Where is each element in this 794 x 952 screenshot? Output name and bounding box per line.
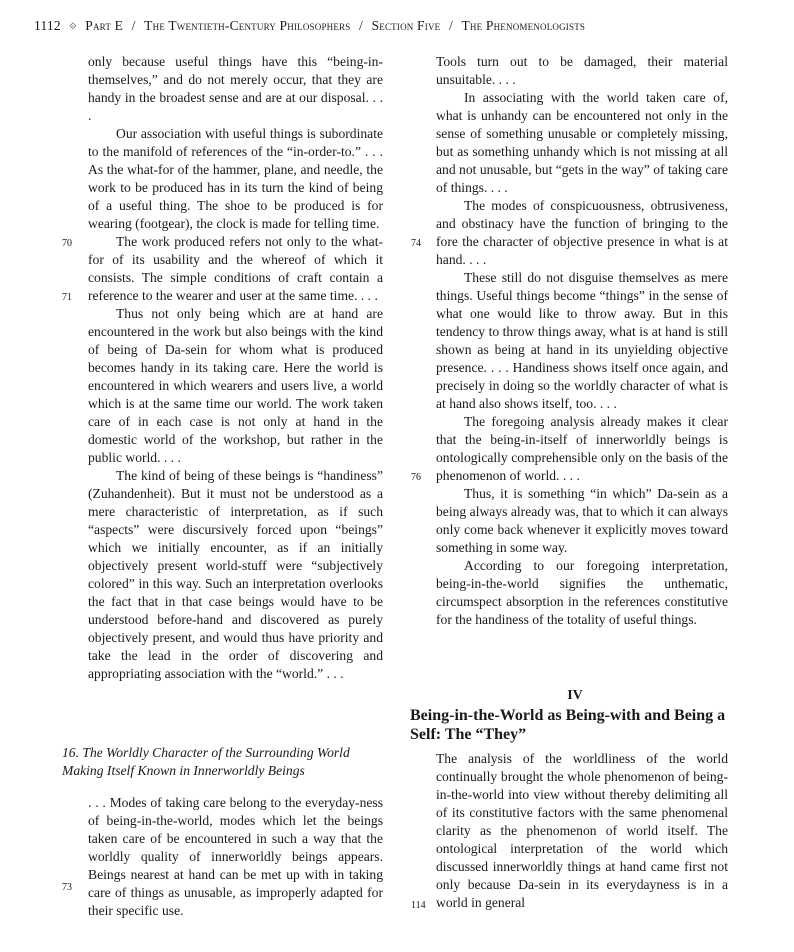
arrow-icon: ⟐ bbox=[69, 21, 77, 31]
paragraph: According to our foregoing interpretation, being-in-the-world signifies the unthematic, circumspect absorption in the references constitutive for the handiness of the totality of useful things. bbox=[436, 558, 728, 627]
paragraph: Our association with useful things is subordinate to the manifold of references of the “in-order-to.” . . . As the what-for of the hammer, plane, and needle, the work to be produced has in its turn the kind of being of a useful thing. The shoe to be produced is for wearing (footgear), the clock is made for telling time. bbox=[88, 126, 383, 231]
header-section: Section Five bbox=[371, 18, 441, 33]
header-book-section: The Twentieth-Century Philosophers bbox=[144, 18, 351, 33]
paragraph: The modes of conspicuousness, obtrusiveness, and obstinacy have the function of bringing to the fore the character of objective presence in what is at hand. . . . bbox=[436, 198, 728, 267]
paragraph: In associating with the world taken care of, what is unhandy can be encountered not only in the sense of something unusable or completely missing, but as something unhandy which is not missing at all and not unusable, but “gets in the way” of taking care of things. . . . bbox=[436, 90, 728, 195]
right-column-continued bbox=[436, 750, 728, 912]
paragraph: The work produced refers not only to the what-for of its usability and the whereof of which it consists. The simple conditions of craft contain a reference to the wearer and user at the same time. . . . bbox=[88, 234, 383, 303]
paragraph: The kind of being of these beings is “handiness” (Zuhandenheit). But it must not be understood as a mere characteristic of interpretation, as if such “aspects” were discursively forced upon “beings” which we initially encounter, as if an initially objectively present world-stuff were “subjectively colored” in this way. Such an interpretation overlooks the fact that in that case beings would have to be understood before-hand and discovered as purely objectively present, and would thus have priority and take the lead in the order of discovering and appropriating association with the “world.” . . . bbox=[88, 468, 383, 681]
paragraph: . . . Modes of taking care belong to the everyday-ness of being-in-the-world, modes which let the beings taken care of be encountered in such a way that the worldly quality of innerworldly beings appears. Beings nearest at hand can be met up with in taking care of things as unusable, as improperly adapted for their specific use. bbox=[88, 795, 383, 918]
header-separator: / bbox=[448, 18, 453, 33]
paragraph: The analysis of the worldliness of the world continually brought the whole phenomenon of being-in-the-world into view without thereby delimiting all of its constitutive factors with the same phenomenal clarity as the phenomenon of world itself. The ontological interpretation of the world which discussed innerworldly things at hand came first not only because Da-sein in its everydayness is in a world in general bbox=[436, 751, 728, 910]
margin-number: 73 bbox=[62, 882, 72, 893]
margin-number: 74 bbox=[411, 238, 421, 249]
paragraph: only because useful things have this “being-in-themselves,” and do not merely occur, that they are handy in the broadest sense and are at our disposal. . . . bbox=[88, 54, 383, 123]
paragraph: The foregoing analysis already makes it clear that the being-in-itself of innerworldly beings is ontologically comprehensible only on the basis of the phenomenon of world. . . . bbox=[436, 414, 728, 483]
margin-number: 70 bbox=[62, 238, 72, 249]
left-column bbox=[88, 53, 383, 683]
header-separator: / bbox=[131, 18, 136, 33]
margin-number: 76 bbox=[411, 472, 421, 483]
section-title: Being-in-the-World as Being-with and Being a Self: The “They” bbox=[410, 707, 726, 743]
margin-number: 114 bbox=[411, 900, 426, 911]
paragraph: Tools turn out to be damaged, their material unsuitable. . . . bbox=[436, 54, 728, 87]
left-column-continued bbox=[88, 794, 383, 920]
paragraph: These still do not disguise themselves as mere things. Useful things become “things” in the sense of what one would like to throw away. But in this tendency to throw things away, what is at hand is still shown as being at hand in its unyielding objective presence. . . . Handiness shows itself once again, and precisely in doing so the worldly character of what is at hand also shows itself, too. . . . bbox=[436, 270, 728, 411]
paragraph: Thus, it is something “in which” Da-sein as a being always already was, that to which it can always only come back whenever it explicitly moves toward something in some way. bbox=[436, 486, 728, 555]
header-chapter: The Phenomenologists bbox=[461, 18, 586, 33]
header-separator: / bbox=[359, 18, 363, 33]
margin-number: 71 bbox=[62, 292, 72, 303]
running-header bbox=[34, 18, 764, 38]
section-number: IV bbox=[567, 688, 583, 703]
header-part: Part E bbox=[85, 18, 124, 33]
paragraph: Thus not only being which are at hand are encountered in the work but also beings with the kind of being of Da-sein for whom what is produced becomes handy in its taking care. Here the world is encountered in which wearers and users live, a world which is at the same time our world. The work taken care of in each case is not only at hand in the domestic world of the workshop, but rather in the public world. . . . bbox=[88, 306, 383, 465]
subsection-heading: 16. The Worldly Character of the Surrounding World Making Itself Known in Innerworldly Beings bbox=[62, 745, 350, 778]
right-column bbox=[436, 53, 728, 629]
page-number: 1112 bbox=[34, 18, 61, 33]
